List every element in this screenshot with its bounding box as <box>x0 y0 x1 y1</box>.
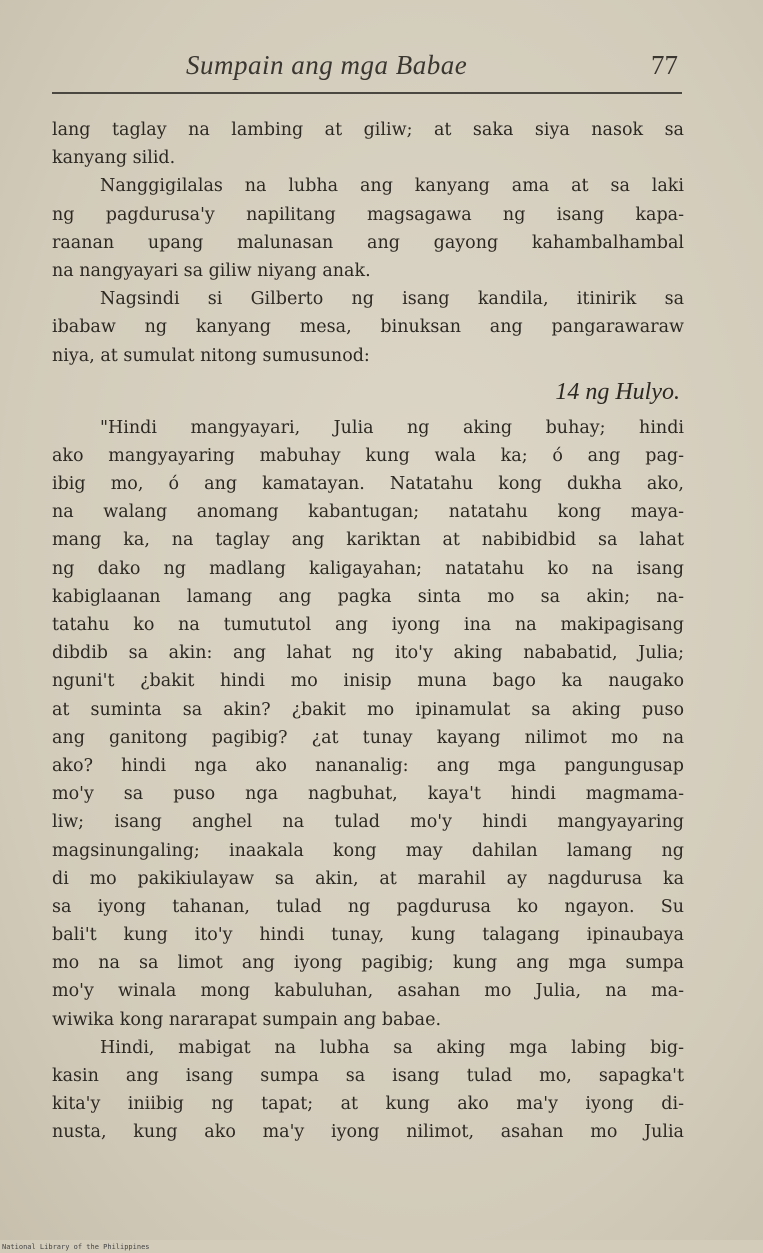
text-line: "Hindi mangyayari, Julia ng aking buhay; hindi <box>100 417 684 438</box>
text-line: mang ka, na taglay ang kariktan at nabibidbid sa lahat <box>52 530 684 551</box>
text-line: lang taglay na lambing at giliw; at saka siya nasok sa <box>52 120 684 140</box>
text-line: na walang anomang kabantugan; natatahu kong maya- <box>52 502 684 523</box>
text-line: Nagsindi si Gilberto ng isang kandila, itinirik sa <box>100 289 684 310</box>
text-line: raanan upang malunasan ang gayong kahambalhambal <box>52 232 684 253</box>
page-header <box>0 46 763 86</box>
text-line: na nangyayari sa giliw niyang anak. <box>52 260 371 281</box>
page-number: 77 <box>651 50 678 80</box>
header-rule <box>52 92 682 94</box>
text-line: wiwika kong nararapat sumpain ang babae. <box>52 1009 442 1030</box>
text-line: nguni't ¿bakit hindi mo inisip muna bago ka naugako <box>52 671 684 692</box>
text-line: kasin ang isang sumpa sa isang tulad mo, sapagka't <box>52 1066 684 1086</box>
text-line: kanyang silid. <box>52 148 176 169</box>
text-line: Nanggigilalas na lubha ang kanyang ama at sa laki <box>100 176 684 197</box>
text-line: ako? hindi nga ako nananalig: ang mga pangungusap <box>52 755 684 776</box>
text-line: sa iyong tahanan, tulad ng pagdurusa ko ngayon. Su <box>52 896 684 917</box>
library-credit: National Library of the Philippines <box>2 1243 150 1251</box>
running-title: Sumpain ang mga Babae <box>186 50 468 80</box>
text-line: niya, at sumulat nitong sumusunod: <box>52 345 370 366</box>
text-line: liw; isang anghel na tulad mo'y hindi mangyayaring <box>52 812 684 833</box>
text-line: di mo pakikiulayaw sa akin, at marahil ay nagdurusa ka <box>52 868 684 889</box>
text-line: ng dako ng madlang kaligayahan; natatahu ko na isang <box>52 558 684 579</box>
text-line: ako mangyayaring mabuhay kung wala ka; ó ang pag- <box>52 445 684 466</box>
text-line: mo'y sa puso nga nagbuhat, kaya't hindi magmama- <box>52 784 684 805</box>
text-line: bali't kung ito'y hindi tunay, kung talagang ipinaubaya <box>52 925 684 946</box>
text-line: at suminta sa akin? ¿bakit mo ipinamulat sa aking puso <box>52 699 684 720</box>
text-line: mo'y winala mong kabuluhan, asahan mo Julia, na ma- <box>52 981 684 1002</box>
text-line: nusta, kung ako ma'y iyong nilimot, asahan mo Julia <box>52 1122 684 1143</box>
text-line: ng pagdurusa'y napilitang magsagawa ng isang kapa- <box>52 204 684 225</box>
text-line: ibig mo, ó ang kamatayan. Natatahu kong dukha ako, <box>52 474 684 495</box>
text-line: Hindi, mabigat na lubha sa aking mga labing big- <box>100 1037 684 1058</box>
text-line: kabiglaanan lamang ang pagka sinta mo sa akin; na- <box>52 586 684 607</box>
text-line: dibdib sa akin: ang lahat ng ito'y aking nababatid, Julia; <box>52 643 684 664</box>
body-text <box>52 116 684 1147</box>
text-line: magsinungaling; inaakala kong may dahilan lamang ng <box>52 840 684 861</box>
text-line: ibabaw ng kanyang mesa, binuksan ang pangarawaraw <box>52 317 684 338</box>
text-line: ang ganitong pagibig? ¿at tunay kayang nilimot mo na <box>52 727 684 748</box>
letter-date: 14 ng Hulyo. <box>555 378 680 405</box>
text-line: mo na sa limot ang iyong pagibig; kung ang mga sumpa <box>52 953 684 974</box>
text-line: tatahu ko na tumututol ang iyong ina na makipagisang <box>52 615 684 635</box>
text-line: kita'y iniibig ng tapat; at kung ako ma'y iyong di- <box>52 1094 684 1115</box>
